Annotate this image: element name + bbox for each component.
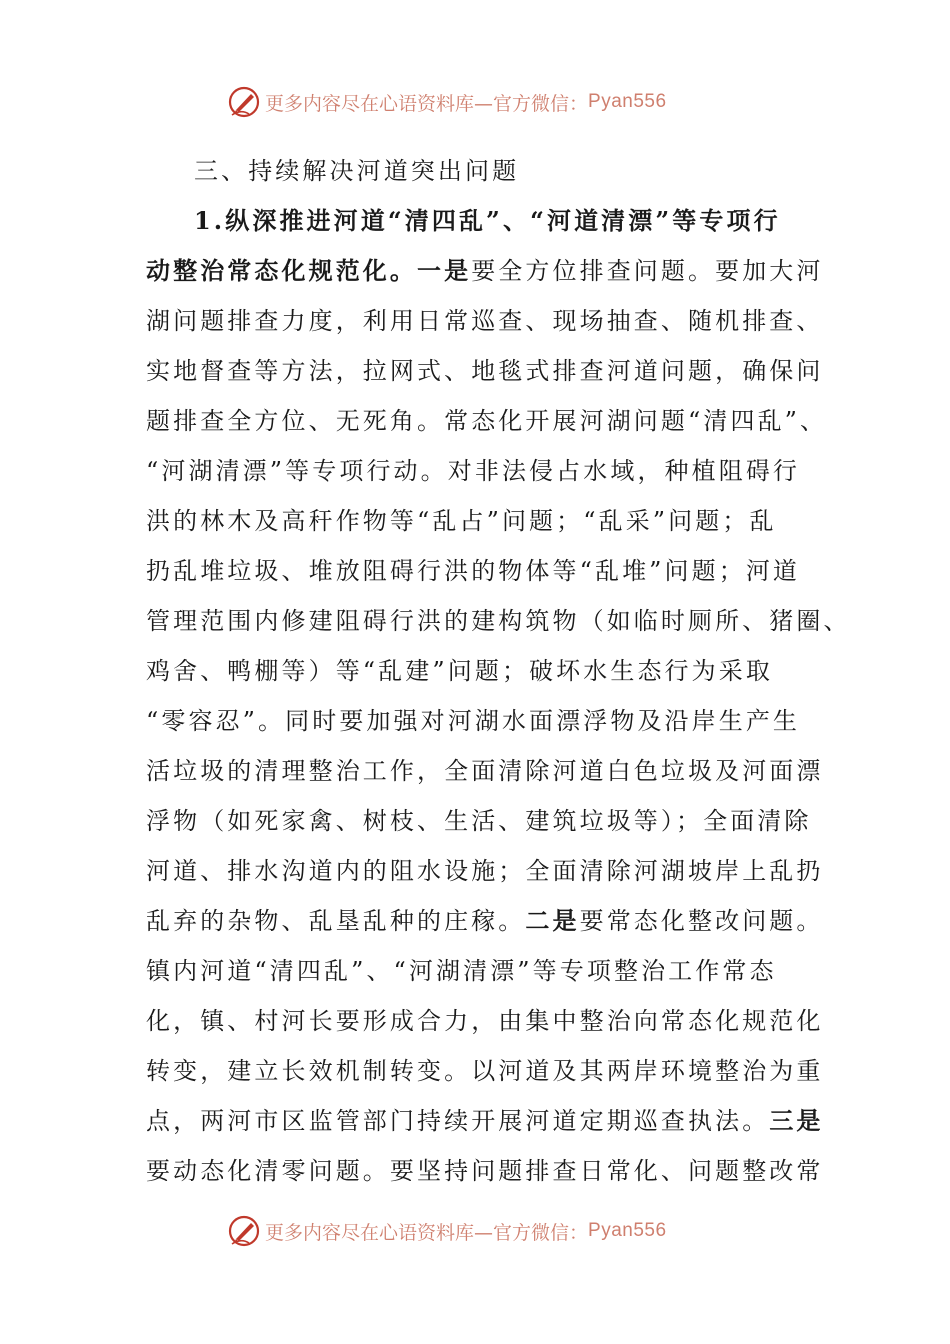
paragraph xyxy=(146,196,851,1196)
text-span: 鸡舍、鸭棚等）等“乱建”问题；破坏水生态行为采取 xyxy=(146,657,773,685)
text-line xyxy=(146,1096,824,1146)
watermark-text: 更多内容尽在心语资料库—官方微信： xyxy=(265,92,589,115)
bold-text: 一是 xyxy=(417,256,472,285)
text-line xyxy=(146,396,828,446)
bold-text: 1.纵深推进河道“清四乱”、“河道清漂”等专项行 xyxy=(194,206,781,235)
bold-text: 动整治常态化规范化。 xyxy=(146,256,417,285)
text-span: 扔乱堆垃圾、堆放阻碍行洪的物体等“乱堆”问题；河道 xyxy=(146,557,801,585)
text-span: 洪的林木及高秆作物等“乱占”问题；“乱采”问题；乱 xyxy=(146,507,777,535)
text-span: 镇内河道“清四乱”、“河湖清漂”等专项整治工作常态 xyxy=(146,957,777,985)
text-span: 要动态化清零问题。要坚持问题排查日常化、问题整改常 xyxy=(146,1157,824,1185)
text-span: 转变，建立长效机制转变。以河道及其两岸环境整治为重 xyxy=(146,1057,824,1085)
watermark-wechat-id: Pyan556 xyxy=(588,1220,667,1241)
text-line xyxy=(146,196,796,246)
text-span: 乱弃的杂物、乱垦乱种的庄稼。 xyxy=(146,907,526,935)
text-line xyxy=(146,546,801,596)
text-line xyxy=(146,646,796,696)
text-line xyxy=(146,696,801,746)
text-span: 河道、排水沟道内的阻水设施；全面清除河湖坡岸上乱扔 xyxy=(146,857,824,885)
text-line xyxy=(146,596,851,646)
text-span: 要全方位排查问题。要加大河 xyxy=(471,257,824,285)
text-line xyxy=(146,796,812,846)
text-span: 活垃圾的清理整治工作，全面清除河道白色垃圾及河面漂 xyxy=(146,757,824,785)
text-line xyxy=(146,896,824,946)
watermark-footer xyxy=(227,1213,747,1249)
bold-text: 二是 xyxy=(525,906,580,935)
text-line xyxy=(146,496,796,546)
text-span: 浮物（如死家禽、树枝、生活、建筑垃圾等）；全面清除 xyxy=(146,807,812,835)
watermark-text: 更多内容尽在心语资料库—官方微信： xyxy=(265,1221,589,1244)
text-line xyxy=(146,746,824,796)
text-span: 要常态化整改问题。 xyxy=(579,907,824,935)
text-line xyxy=(146,1046,824,1096)
text-span: 湖问题排查力度，利用日常巡查、现场抽查、随机排查、 xyxy=(146,307,824,335)
text-line xyxy=(146,1146,824,1196)
text-span: “零容忍”。同时要加强对河湖水面漂浮物及沿岸生产生 xyxy=(146,707,801,735)
pen-logo-icon xyxy=(227,85,261,119)
pen-logo-icon xyxy=(227,1214,261,1248)
text-line xyxy=(146,446,801,496)
bold-text: 三是 xyxy=(769,1106,824,1135)
text-span: 管理范围内修建阻碍行洪的建构筑物（如临时厕所、猪圈、 xyxy=(146,607,851,635)
document-body xyxy=(146,146,851,1196)
text-line xyxy=(146,946,796,996)
text-line xyxy=(146,996,824,1046)
watermark-header xyxy=(227,84,747,120)
watermark-wechat-id: Pyan556 xyxy=(588,91,667,112)
text-span: 题排查全方位、无死角。常态化开展河湖问题“清四乱”、 xyxy=(146,407,828,435)
text-span: “河湖清漂”等专项行动。对非法侵占水域，种植阻碍行 xyxy=(146,457,801,485)
text-span: 点，两河市区监管部门持续开展河道定期巡查执法。 xyxy=(146,1107,770,1135)
text-span: 实地督查等方法，拉网式、地毯式排查河道问题，确保问 xyxy=(146,357,824,385)
section-title: 三、持续解决河道突出问题 xyxy=(194,157,520,185)
text-line xyxy=(146,296,824,346)
text-line xyxy=(146,346,824,396)
text-line xyxy=(146,246,824,296)
text-span: 化，镇、村河长要形成合力，由集中整治向常态化规范化 xyxy=(146,1007,824,1035)
text-line xyxy=(146,846,824,896)
